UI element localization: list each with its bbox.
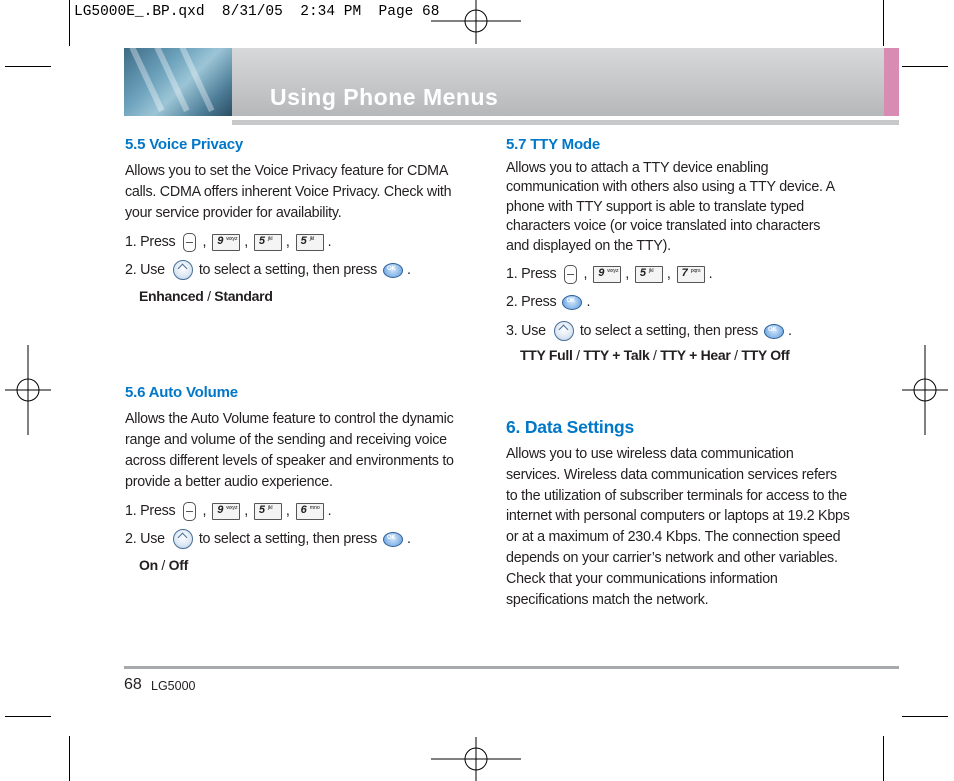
key-5-icon: 5 jkl xyxy=(254,234,282,251)
auto-volume-body: Allows the Auto Volume feature to control the dynamic range and volume of the sending and receiving voice across different levels of speaker and environments to provide a better audio experience. xyxy=(125,411,454,490)
navigation-key-icon xyxy=(173,529,193,549)
tty-mode-step-1: 1. Press , 9 wxyz , 5 jkl , 7 pqrs . xyxy=(506,266,713,282)
menu-key-icon xyxy=(564,265,577,284)
menu-key-icon xyxy=(183,502,196,521)
page-title: Using Phone Menus xyxy=(270,84,499,110)
section-heading-data-settings: 6. Data Settings xyxy=(506,417,635,437)
ok-key-icon: OK xyxy=(562,295,582,310)
print-slug: LG5000E_.BP.qxd 8/31/05 2:34 PM Page 68 xyxy=(74,4,440,20)
key-5-icon: 5 jkl xyxy=(635,266,663,283)
section-heading-voice-privacy: 5.5 Voice Privacy xyxy=(125,136,244,153)
footer-rule xyxy=(124,666,899,669)
page-banner xyxy=(124,48,899,116)
navigation-key-icon xyxy=(173,260,193,280)
ok-key-icon: OK xyxy=(383,263,403,278)
key-9-icon: 9 wxyz xyxy=(212,234,240,251)
tty-mode-options: TTY Full / TTY + Talk / TTY + Hear / TTY Off xyxy=(520,347,790,363)
banner-photo xyxy=(124,48,232,116)
tty-mode-body: Allows you to attach a TTY device enabling communication with others also using a TTY device. A phone with TTY support is able to translate typed characters voice (or voice translated into characters and displayed on the TTY). xyxy=(506,160,835,254)
key-5-icon: 5 jkl xyxy=(254,503,282,520)
tty-mode-step-2: 2. Press OK . xyxy=(506,294,591,310)
key-6-icon: 6 mno xyxy=(296,503,324,520)
voice-privacy-step-1: 1. Press , 9 wxyz , 5 jkl , 5 jkl . xyxy=(125,234,332,250)
tty-mode-step-3: 3. Use to select a setting, then press OK . xyxy=(506,323,792,339)
voice-privacy-options: Enhanced / Standard xyxy=(139,288,273,304)
header-rule xyxy=(232,120,899,125)
footer-model: LG5000 xyxy=(151,679,196,693)
voice-privacy-body: Allows you to set the Voice Privacy feature for CDMA calls. CDMA offers inherent Voice Privacy. Check with your service provider for availability. xyxy=(125,163,452,221)
key-9-icon: 9 wxyz xyxy=(593,266,621,283)
key-7-icon: 7 pqrs xyxy=(677,266,705,283)
ok-key-icon: OK xyxy=(764,324,784,339)
section-heading-tty-mode: 5.7 TTY Mode xyxy=(506,136,601,153)
auto-volume-options: On / Off xyxy=(139,557,188,573)
ok-key-icon: OK xyxy=(383,532,403,547)
voice-privacy-step-2: 2. Use to select a setting, then press OK . xyxy=(125,262,411,278)
auto-volume-step-2: 2. Use to select a setting, then press OK . xyxy=(125,531,411,547)
banner-accent-tab xyxy=(884,48,899,116)
auto-volume-step-1: 1. Press , 9 wxyz , 5 jkl , 6 mno . xyxy=(125,503,332,519)
key-5-icon: 5 jkl xyxy=(296,234,324,251)
menu-key-icon xyxy=(183,233,196,252)
key-9-icon: 9 wxyz xyxy=(212,503,240,520)
banner-background xyxy=(124,48,884,116)
page-number: 68 xyxy=(124,676,142,693)
section-heading-auto-volume: 5.6 Auto Volume xyxy=(125,384,238,401)
data-settings-body: Allows you to use wireless data communication services. Wireless data communication services refers to the utilization of subscriber terminals for access to the internet with personal computers or laptops at 19.2 Kbps or at a maximum of 230.4 Kbps. The connection speed depends on your carrier’s network and other variables. Check that your communications information specifications match the network. xyxy=(506,446,850,608)
navigation-key-icon xyxy=(554,321,574,341)
